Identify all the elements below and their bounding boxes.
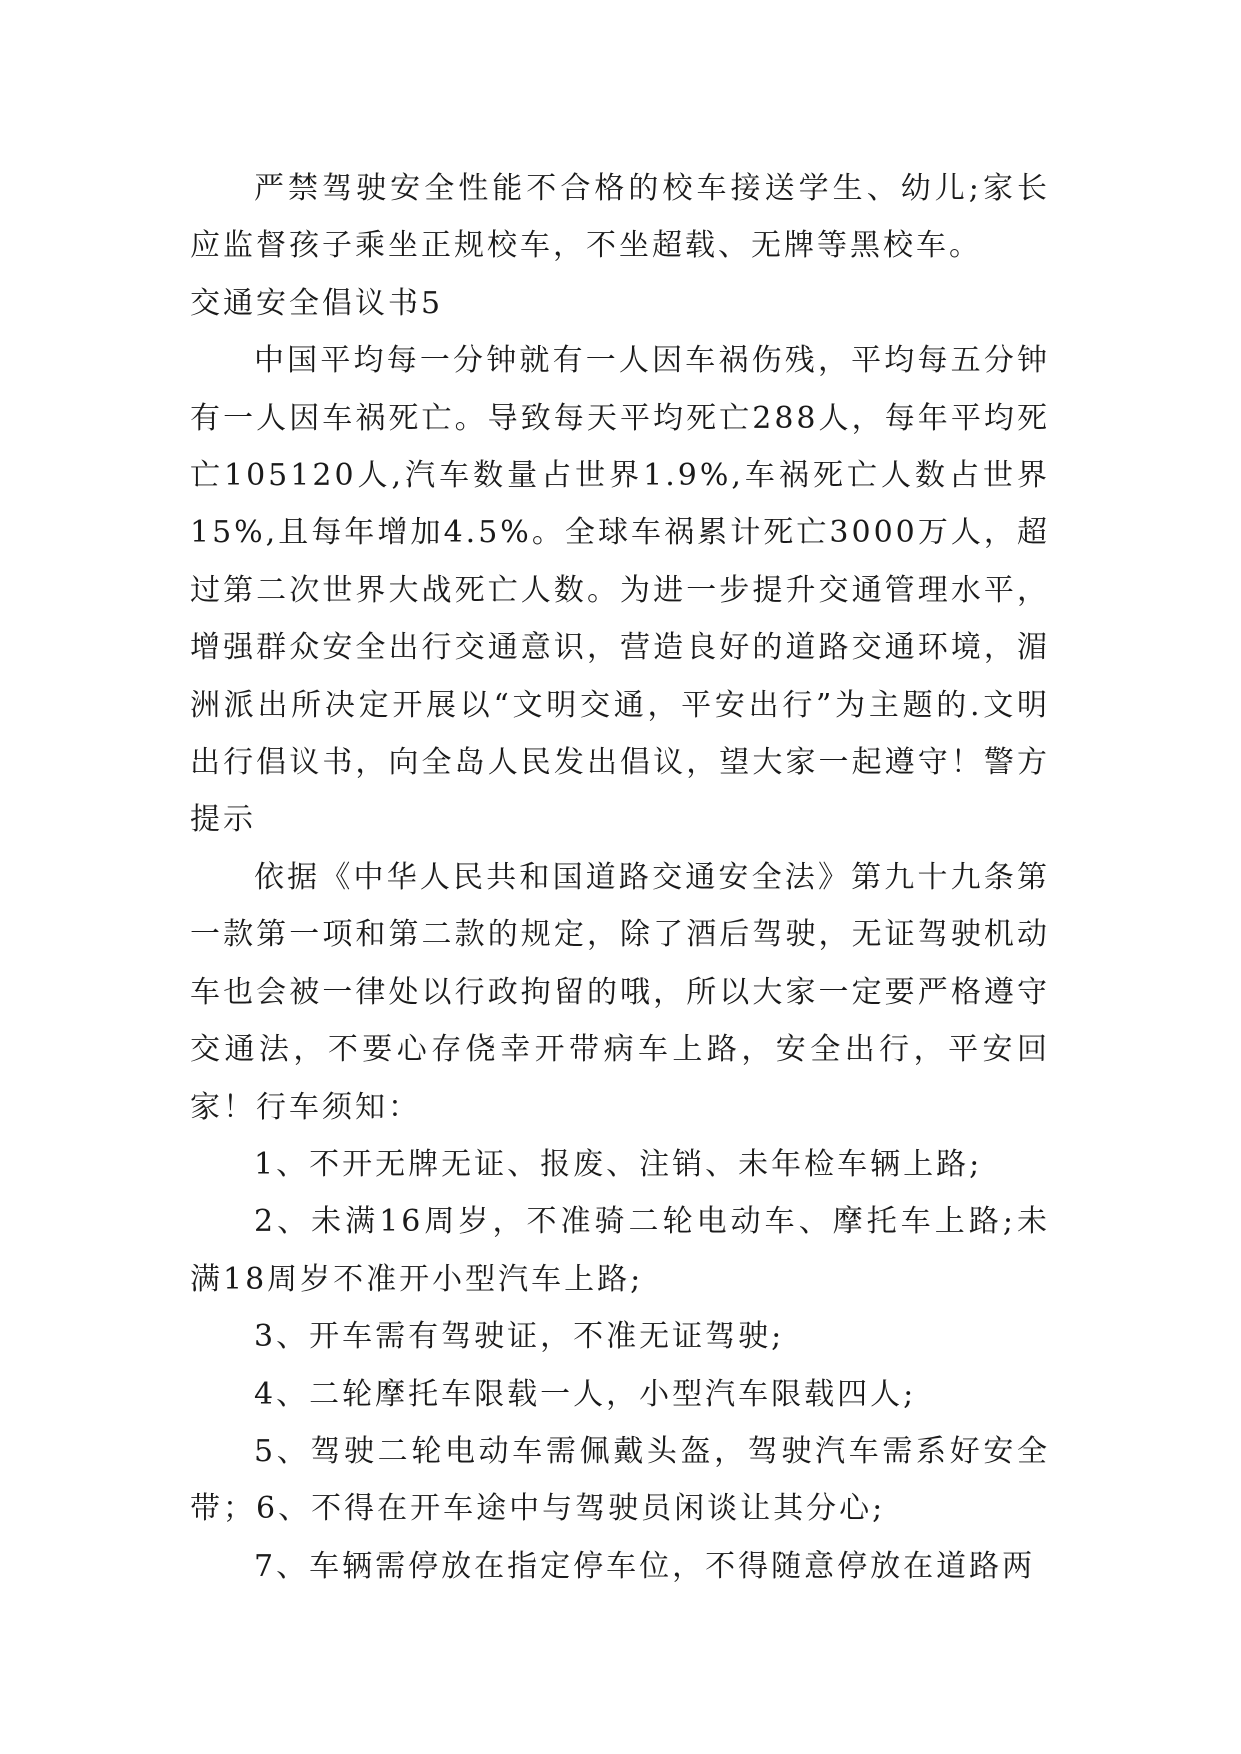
list-item-7: 7、车辆需停放在指定停车位，不得随意停放在道路两 bbox=[254, 1548, 1036, 1584]
list-item-3: 3、开车需有驾驶证，不准无证驾驶; bbox=[254, 1319, 785, 1355]
paragraph-statistics: 中国平均每一分钟就有一人因车祸伤残，平均每五分钟有一人因车祸死亡。导致每天平均死亡288人，每年平均死亡105120人,汽车数量占世界1.9%,车祸死亡人数占世界15%,且每年增加4.5%。全球车祸累计死亡3000万人，超过第二次世界大战死亡人数。为进一步提升交通管理水平，增强群众安全出行交通意识，营造良好的道路交通环境，湄洲派出所决定开展以“文明交通，平安出行”为主题的.文明出行倡议书，向全岛人民发出倡议，望大家一起遵守！警方提示 bbox=[190, 343, 1050, 838]
section-heading: 交通安全倡议书5 bbox=[190, 285, 444, 321]
list-item-2: 2、未满16周岁，不准骑二轮电动车、摩托车上路;未满18周岁不准开小型汽车上路; bbox=[190, 1204, 1050, 1297]
paragraph-law: 依据《中华人民共和国道路交通安全法》第九十九条第一款第一项和第二款的规定，除了酒后驾驶，无证驾驶机动车也会被一律处以行政拘留的哦，所以大家一定要严格遵守交通法，不要心存侥幸开带病车上路，安全出行，平安回家！行车须知： bbox=[190, 859, 1050, 1125]
list-item-4: 4、二轮摩托车限载一人，小型汽车限载四人; bbox=[254, 1376, 917, 1412]
document-body bbox=[190, 160, 1050, 1595]
paragraph-school-bus: 严禁驾驶安全性能不合格的校车接送学生、幼儿;家长应监督孩子乘坐正规校车，不坐超载、无牌等黑校车。 bbox=[190, 171, 1050, 264]
list-item-5-6: 5、驾驶二轮电动车需佩戴头盔，驾驶汽车需系好安全带；6、不得在开车途中与驾驶员闲谈让其分心; bbox=[190, 1433, 1050, 1527]
list-item-1: 1、不开无牌无证、报废、注销、未年检车辆上路; bbox=[254, 1146, 983, 1182]
